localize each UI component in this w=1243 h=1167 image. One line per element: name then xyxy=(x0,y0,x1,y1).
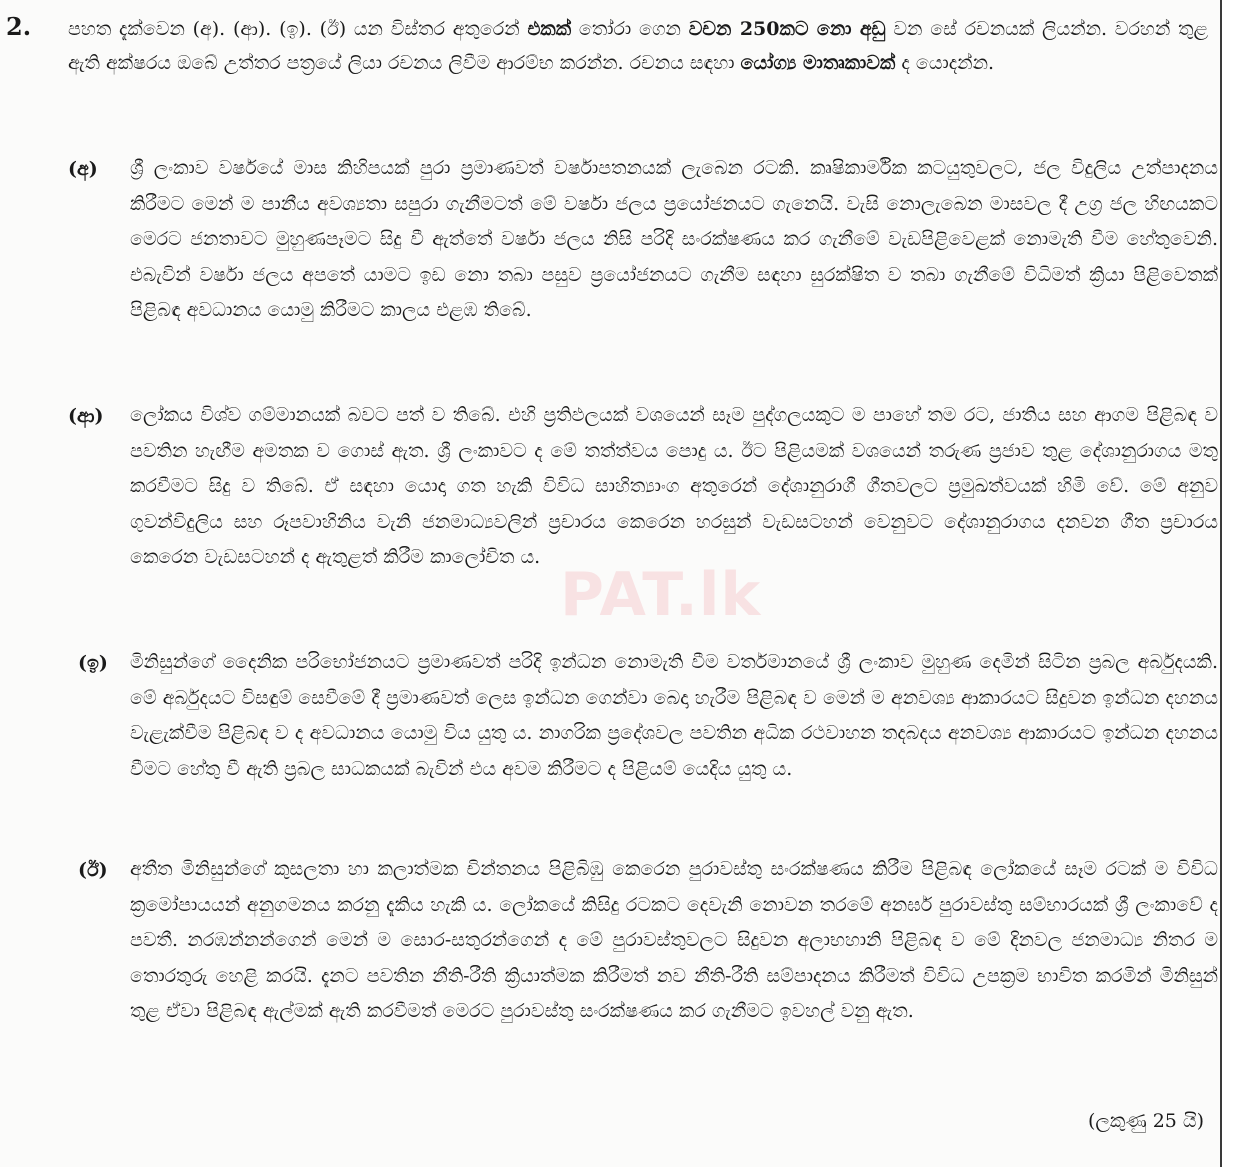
option-aa-label: (ආ) xyxy=(68,405,104,427)
instructions-bold-1: එකක් xyxy=(527,18,572,40)
option-i-label: (ඉ) xyxy=(78,652,108,674)
option-i-text: මිනිසුන්ගේ දෛනික පරිභෝජනයට ප්‍රමාණවත් පරිදි ඉන්ධන නොමැති වීම වර්තමානයේ ශ්‍රී ලංකාව මුහුණ දෙමින් සිටින ප්‍රබල අර්බුදයකි. මේ අර්බුදයට විසඳුම් සෙවීමේ දී ප්‍රමාණවත් ලෙස ඉන්ධන ගෙන්වා බෙදා හැරීම පිළිබඳ ව මෙන් ම අනවශ්‍ය ආකාරයට සිදුවන ඉන්ධන දහනය වැළැක්වීම පිළිබඳ ව ද අවධානය යොමු විය යුතු ය. නාගරික ප්‍රදේශවල පවතින අධික රථවාහන තදබදය අනවශ්‍ය ආකාරයට ඉන්ධන දහනය වීමට හේතු වී ඇති ප්‍රබල සාධකයක් බැවින් එය අවම කිරීමට ද පිළියම් යෙදිය යුතු ය. xyxy=(130,651,1218,780)
instructions-bold-3: යෝග්‍ය මාතෘකාවක් xyxy=(740,52,896,74)
option-a-label: (අ) xyxy=(68,158,98,180)
question-number: 2. xyxy=(6,12,32,41)
marks-allocation: (ලකුණු 25 යි) xyxy=(1087,1110,1204,1132)
option-aa-text: ලෝකය විශ්ව ගම්මානයක් බවට පත් ව තිබේ. එහි ප්‍රතිඵලයක් වශයෙන් සෑම පුද්ගලයකුට ම පාහේ තම රට, ජාතිය සහ ආගම පිළිබඳ ව පවතින හැඟීම අමතක ව ගොස් ඇත. ශ්‍රී ලංකාවට ද මේ තත්ත්වය පොදු ය. ඊට පිළියමක් වශයෙන් තරුණ ප්‍රජාව තුළ දේශානුරාගය මතු කරවීමට සිදු ව තිබේ. ඒ සඳහා යොදා ගත හැකි විවිධ සාහිත්‍යාංග අතුරෙන් දේශානුරාගී ගීතවලට ප්‍රමුඛත්වයක් හිමි වේ. මේ අනුව ගුවන්විදුලිය සහ රූපවාහිනිය වැනි ජනමාධ්‍යවලින් ප්‍රචාරය කෙරෙන හරසුන් වැඩසටහන් වෙනුවට දේශානුරාගය දනවන ගීත ප්‍රචාරය කෙරෙන වැඩසටහන් ද ඇතුළත් කිරීම කාලෝචිත ය. xyxy=(130,404,1218,569)
option-a-text: ශ්‍රී ලංකාව වර්ෂයේ මාස කිහිපයක් පුරා ප්‍රමාණවත් වර්ෂාපතනයක් ලැබෙන රටකි. කෘෂිකාර්මික කටයුතුවලට, ජල විදුලිය උත්පාදනය කිරීමට මෙන් ම පානීය අවශ්‍යතා සපුරා ගැනීමටත් මේ වර්ෂා ජලය ප්‍රයෝජනයට ගැනෙයි. වැසි නොලැබෙන මාසවල දී උග්‍ර ජල හිඟයකට මෙරට ජනතාවට මුහුණපෑමට සිදු වී ඇත්තේ වර්ෂා ජලය නිසි පරිදි සංරක්ෂණය කර ගැනීමේ වැඩපිළිවෙළක් නොමැති වීම හේතුවෙනි. එබැවින් වර්ෂා ජලය අපතේ යාමට ඉඩ නො තබා පසුව ප්‍රයෝජනයට ගැනීම සඳහා සුරක්ෂිත ව තබා ගැනීමේ විධිමත් ක්‍රියා පිළිවෙතක් පිළිබඳ අවධානය යොමු කිරීමට කාලය එළඹ තිබේ. xyxy=(130,157,1218,322)
instructions-text-3: වන සේ රචනයක් ලියන්න. වරහන් තුළ ඇති අක්ෂරය ඔබේ උත්තර පත්‍රයේ ලියා රචනය ලිවීම ආරම්භ කරන්න. රචනය සඳහා xyxy=(68,18,1208,74)
option-ii-text: අතීත මිනිසුන්ගේ කුසලතා හා කලාත්මක චින්තනය පිළිබිඹු කෙරෙන පුරාවස්තු සංරක්ෂණය කිරීම පිළිබඳ ලෝකයේ සෑම රටක් ම විවිධ ක්‍රමෝපායයන් අනුගමනය කරනු දැකිය හැකි ය. ලෝකයේ කිසිදු රටකට දෙවැනි නොවන තරමේ අනර්ඝ පුරාවස්තු සම්භාරයක් ශ්‍රී ලංකාවේ ද පවතී. නරඹන්නන්ගෙන් මෙන් ම සොර-සතුරන්ගෙන් ද මේ පුරාවස්තුවලට සිදුවන අලාභහානි පිළිබඳ ව මේ දිනවල ජනමාධ්‍ය නිතර ම තොරතුරු හෙළි කරයි. දැනට පවතින නීති-රීති ක්‍රියාත්මක කිරීමත් නව නීති-රීති සම්පාදනය කිරීමත් විවිධ උපක්‍රම භාවිත කරමින් මිනිසුන් තුළ ඒවා පිළිබඳ ඇල්මක් ඇති කරවීමත් මෙරට පුරාවස්තු සංරක්ෂණය කර ගැනීමට ඉවහල් වනු ඇත. xyxy=(130,858,1218,1023)
watermark: PAT.lk xyxy=(560,560,762,630)
instructions-text-2: තෝරා ගෙන xyxy=(571,18,689,40)
instructions-bold-2: වචන 250කට නො අඩු xyxy=(688,18,886,40)
question-instructions xyxy=(68,12,1208,80)
option-ii-label: (ඊ) xyxy=(78,859,108,881)
instructions-text-4: ද යොදන්න. xyxy=(895,52,995,74)
instructions-text-1: පහත දැක්වෙන (අ). (ආ). (ඉ). (ඊ) යන විස්තර අතුරෙන් xyxy=(68,18,528,40)
